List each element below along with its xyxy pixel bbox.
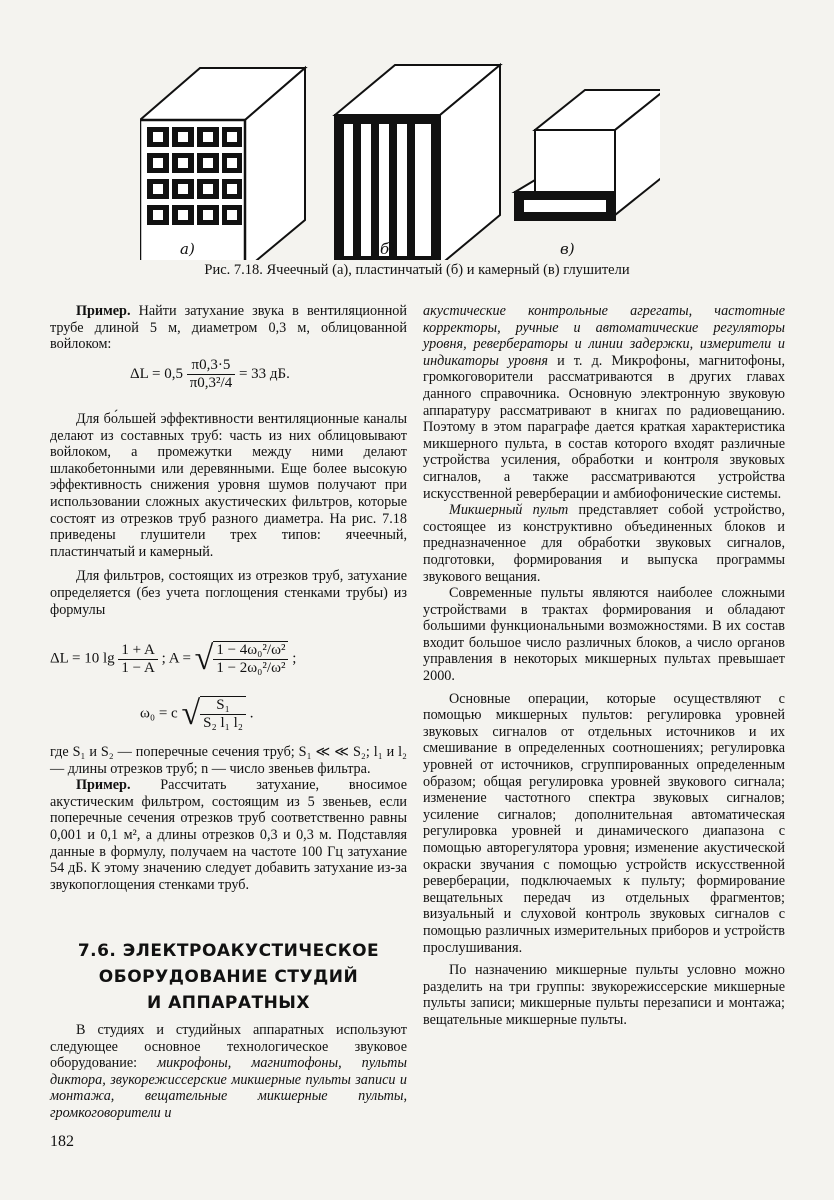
- formula-3-denominator: S₂ l₁ l₂: [203, 715, 244, 731]
- paragraph-variables: где S₁ и S₂ — поперечные сечения труб; S₁ ≪ ≪ S₂; l₁ и l₂ — длины отрезков труб; n — число звеньев фильтра.: [50, 744, 407, 777]
- page-number: 182: [50, 1133, 74, 1150]
- left-column-lower: [50, 744, 407, 893]
- paragraph-equipment-continued: [423, 303, 785, 502]
- paragraph-mixing-console: [423, 502, 785, 585]
- right-column: [423, 303, 785, 1029]
- formula-2-num-2: 1 − 4ω₀²/ω²: [213, 642, 288, 660]
- studio-equipment-italic: микрофоны, магнитофоны, пульты диктора, звукорежиссерские микшерные пульты записи и монтажа, вещательные микшерные пульты, громкоговорители и: [50, 1055, 407, 1121]
- formula-1-rhs: = 33 дБ.: [238, 365, 290, 382]
- example-2-label: Пример.: [76, 777, 131, 794]
- mixing-console-term: Микшерный пульт: [449, 502, 569, 519]
- heading-line-3: И АППАРАТНЫХ: [146, 993, 311, 1013]
- left-column-body: [50, 411, 407, 618]
- formula-filter-attenuation: [50, 640, 296, 678]
- cellular-muffler-drawing: [140, 68, 305, 260]
- figure-label-b: б): [380, 240, 396, 258]
- left-column: [50, 303, 407, 353]
- formula-2-end: ;: [292, 650, 297, 667]
- equipment-plain: и т. д. Микрофоны, магнитофоны, громкоговорители рассматриваются в других главах данного справочника. Основную электронную звуковую аппаратуру рассматривают в книгах по радиовещанию. Поэтому в этом параграфе дается краткая характеристика микшерного пульта, в состав которого входят различные устройства усиления, обработки и контроля звуковых сигналов, а также рассматриваются устройства искусственной реверберации и амбиофонические системы.: [423, 352, 786, 502]
- section-heading: [50, 938, 407, 1016]
- formula-3-numerator: S₁: [200, 697, 246, 715]
- example-2-text: Рассчитать затухание, вносимое акустическим фильтром, состоящим из 5 звеньев, если поперечные сечения отрезков труб соответственно равны 0,001 и 0,1 м², а длины отрезков 0,3 и 0,3 м. Подставляя данные в формулу, получаем на частоте 100 Гц затухание 54 дБ. К этому значению следует добавить затухание из-за звукопоглощения стенками труб.: [50, 777, 407, 893]
- muffler-illustrations: [140, 40, 660, 260]
- studio-equipment-plain: В студиях и студийных аппаратных используют следующее основное технологическое звуковое оборудование:: [50, 1022, 407, 1072]
- formula-attenuation-duct: [130, 357, 290, 392]
- formula-3-lhs: ω₀ = c: [140, 705, 178, 722]
- paragraph-operations: Основные операции, которые осуществляют с помощью микшерных пультов: регулировка уровней звуковых сигналов от отдельных источников и их смешивание в определенных соотношениях; регулировка уровней от источников, сгруппированных определенным образом; общая регулировка уровней звукового сигнала; изменение частотного спектра звуковых сигналов; усиление сигналов; дополнительная автоматическая регулировка уровней и динамического диапазона с помощью авторегулятора уровня; изменение акустической окраски звучания с помощью устройств искусственной реверберации, подключаемых к пульту; формирование вещательных передач из отдельных фрагментов; визуальный и слуховой контроль звуковых сигналов с помощью различных измерительных приборов и устройств прослушивания.: [423, 690, 785, 956]
- formula-2-mid: ; A =: [161, 650, 191, 667]
- paragraph-studio-equipment: [50, 1022, 407, 1122]
- formula-1-numerator: π0,3·5: [187, 357, 236, 375]
- formula-cutoff-frequency: [140, 695, 254, 733]
- example-1: [50, 303, 407, 353]
- formula-2-den-1: 1 − A: [121, 659, 155, 676]
- mixing-console-definition: представляет собой устройство, состоящее из конструктивно объединенных блоков и предназначенное для обработки звуковых сигналов, подготовки, формирования и выпуска программы звукового вещания.: [423, 502, 785, 585]
- formula-1-lhs: ΔL = 0,5: [130, 365, 183, 382]
- sqrt-sign-icon-2: √: [181, 695, 201, 732]
- heading-line-2: ОБОРУДОВАНИЕ СТУДИЙ: [98, 967, 359, 987]
- paragraph-composite-pipes: Для бо́льшей эффективности вентиляционные каналы делают из составных труб: часть из них облицовывают войлоком, а промежутки между ними делают шлакобетонными или деревянными. Еще более высокую эффективность снижения уровня шумов получают при использовании сложных акустических фильтров, которые состоят из отрезков труб разного диаметра. На рис. 7.18 приведены глушители трех типов: ячеечный, пластинчатый и камерный.: [50, 411, 407, 560]
- heading-line-1: 7.6. ЭЛЕКТРОАКУСТИЧЕСКОЕ: [77, 941, 380, 961]
- paragraph-filter-formula-intro: Для фильтров, состоящих из отрезков труб, затухание определяется (без учета поглощения стенками трубы) из формулы: [50, 568, 407, 618]
- paragraph-console-groups: По назначению микшерные пульты условно можно разделить на три группы: звукорежиссерские микшерные пульты записи; микшерные пульты перезаписи и монтажа; вещательные микшерные пульты.: [423, 962, 785, 1028]
- left-column-section: [50, 1022, 407, 1122]
- chamber-muffler-drawing: [515, 90, 660, 220]
- example-2: [50, 777, 407, 893]
- formula-2-num-1: 1 + A: [118, 642, 157, 660]
- muffler-figure: [140, 40, 660, 260]
- figure-label-a: а): [180, 240, 195, 258]
- formula-2-den-2: 1 − 2ω₀²/ω²: [216, 660, 286, 676]
- figure-caption: Рис. 7.18. Ячеечный (а), пластинчатый (б) и камерный (в) глушители: [204, 262, 630, 278]
- example-1-label: Пример.: [76, 303, 131, 319]
- example-1-text: Найти затухание звука в вентиляционной трубе длиной 5 м, диаметром 0,3 м, облицованной войлоком:: [50, 303, 407, 353]
- formula-2-lhs: ΔL = 10 lg: [50, 650, 115, 667]
- formula-1-denominator: π0,3²/4: [189, 375, 233, 391]
- sqrt-sign-icon: √: [194, 640, 214, 677]
- plate-muffler-drawing: [335, 65, 500, 260]
- formula-3-end: .: [249, 705, 254, 722]
- paragraph-modern-consoles: Современные пульты являются наиболее сложными устройствами в трактах формирования и обладают большими функциональными возможностями. В их состав входит большое число различных блоков, а число органов управления в некоторых микшерных пультах превышает 2000.: [423, 585, 785, 685]
- figure-label-c: в): [560, 240, 575, 258]
- equipment-italic: акустические контрольные агрегаты, частотные корректоры, ручные и автоматические регуляторы уровня, ревербераторы и линии задержки, измерители и индикаторы уровня: [423, 303, 785, 369]
